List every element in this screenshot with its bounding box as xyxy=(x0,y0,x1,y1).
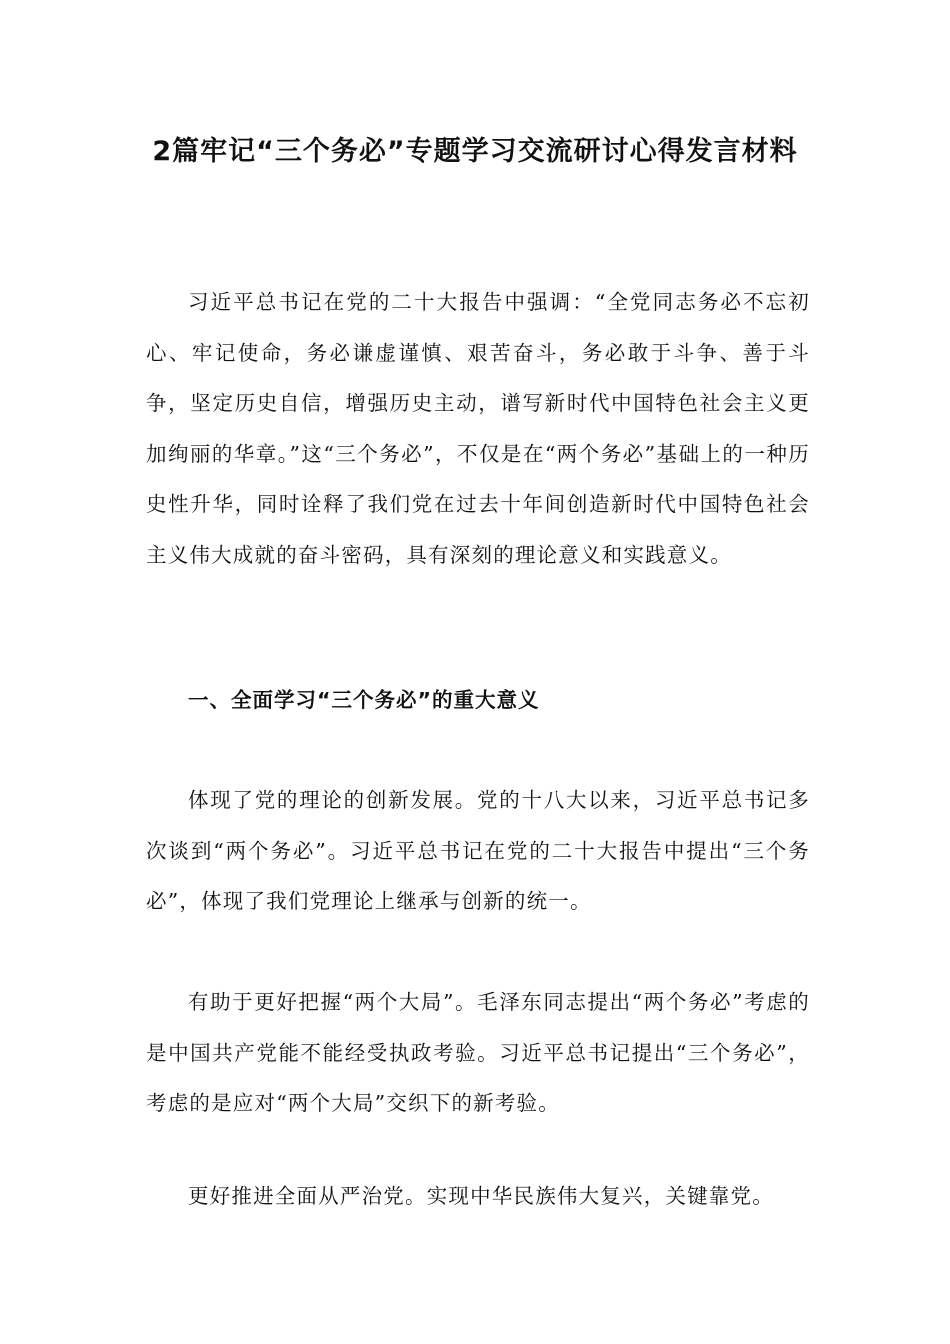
document-title: 2篇牢记“三个务必”专题学习交流研讨心得发言材料 xyxy=(152,136,798,167)
section-paragraph: 更好推进全面从严治党。实现中华民族伟大复兴，关键靠党。 xyxy=(188,1184,774,1208)
section-heading: 一、全面学习“三个务必”的重大意义 xyxy=(188,688,540,712)
section-paragraph: 体现了党的理论的创新发展。党的十八大以来，习近平总书记多次谈到“两个务必”。习近平总书记在党的二十大报告中提出“三个务必”，体现了我们党理论上继承与创新的统一。 xyxy=(146,788,810,914)
section-paragraph: 有助于更好把握“两个大局”。毛泽东同志提出“两个务必”考虑的是中国共产党能不能经受执政考验。习近平总书记提出“三个务必”，考虑的是应对“两个大局”交织下的新考验。 xyxy=(146,990,810,1116)
intro-paragraph: 习近平总书记在党的二十大报告中强调：“全党同志务必不忘初心、牢记使命，务必谦虚谨慎、艰苦奋斗，务必敢于斗争、善于斗争，坚定历史自信，增强历史主动，谱写新时代中国特色社会主义更加绚丽的华章。”这“三个务必”，不仅是在“两个务必”基础上的一种历史性升华，同时诠释了我们党在过去十年间创造新时代中国特色社会主义伟大成就的奋斗密码，具有深刻的理论意义和实践意义。 xyxy=(146,290,810,567)
